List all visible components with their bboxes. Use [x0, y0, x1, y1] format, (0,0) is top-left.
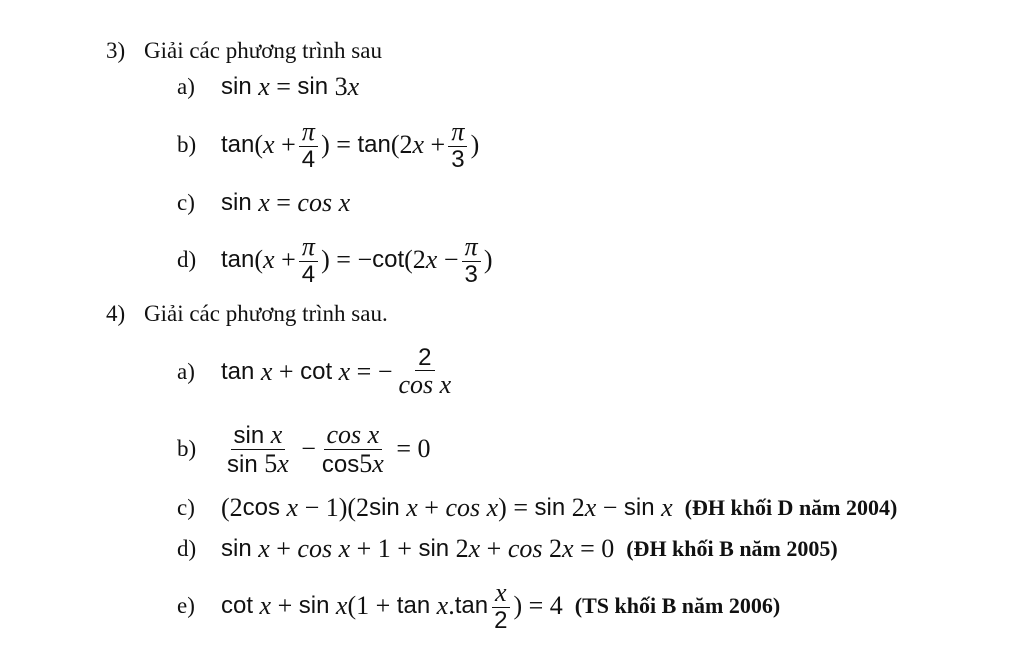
source-note: (ĐH khối D năm 2004): [684, 495, 898, 520]
problem-3b: [177, 115, 479, 175]
fraction: $\frac{\pi}{4}$: [299, 233, 318, 286]
problem-3a: [177, 57, 359, 117]
problem-label: e): [177, 593, 195, 618]
problem-label: a): [177, 74, 195, 99]
equation: cot x + sin x (1 + tan x . tan $\frac{x}{2}$ ) = 4: [221, 578, 563, 634]
problem-3d: [177, 230, 493, 290]
problem-4d: [177, 519, 838, 579]
equation: (2 cos x − 1)(2 sin x + cos x ) = sin 2 x − sin x: [221, 493, 673, 522]
equation: tan x + cot x = − $\frac{2}{\text{cos x}}$: [221, 345, 457, 398]
exercise-number: 3): [106, 38, 126, 63]
fraction: $\frac{\pi}{3}$: [462, 233, 481, 286]
source-note: (TS khối B năm 2006): [574, 593, 781, 618]
equation: $\frac{\text{sin x}}{\sin 5x}$ − $\frac{\text{cos x}}{\cos 5x}$ = 0: [221, 421, 430, 477]
equation: tan ( x + $\frac{\pi}{4}$ ) = − cot (2 x − $\frac{\pi}{3}$ ): [221, 232, 493, 288]
equation: sin x = sin 3 x: [221, 72, 360, 101]
problem-label: d): [177, 247, 197, 272]
exercise-title: Giải các phương trình sau.: [144, 301, 388, 326]
problem-label: b): [177, 132, 197, 157]
problem-label: d): [177, 536, 197, 561]
exercise-title: Giải các phương trình sau: [144, 38, 382, 63]
fraction: $\frac{2}{\text{cos x}}$: [398, 344, 452, 400]
problem-4b: [177, 419, 430, 479]
fraction: $\frac{\pi}{4}$: [299, 118, 318, 171]
problem-4a: [177, 342, 457, 402]
problem-4e: [177, 576, 780, 636]
fraction: $\frac{\text{cos x}}{\cos 5x}$: [321, 420, 384, 478]
fraction: $\frac{\text{sin x}}{\sin 5x}$: [227, 420, 289, 478]
problem-label: a): [177, 359, 195, 384]
equation: sin x = cos x: [221, 188, 351, 217]
exercise-number: 4): [106, 301, 126, 326]
fraction: $\frac{\pi}{3}$: [448, 118, 467, 171]
problem-label: c): [177, 190, 195, 215]
problem-label: b): [177, 436, 197, 461]
problem-label: c): [177, 495, 195, 520]
equation: tan ( x + $\frac{\pi}{4}$ ) = tan (2 x + $\frac{\pi}{3}$ ): [221, 117, 480, 173]
problem-3c: [177, 173, 350, 233]
source-note: (ĐH khối B năm 2005): [626, 536, 838, 561]
equation: sin x + cos x + 1 + sin 2 x + cos 2 x = 0: [221, 534, 615, 563]
exercise-4-heading: [106, 301, 388, 327]
fraction: $\frac{x}{2}$: [491, 579, 510, 632]
